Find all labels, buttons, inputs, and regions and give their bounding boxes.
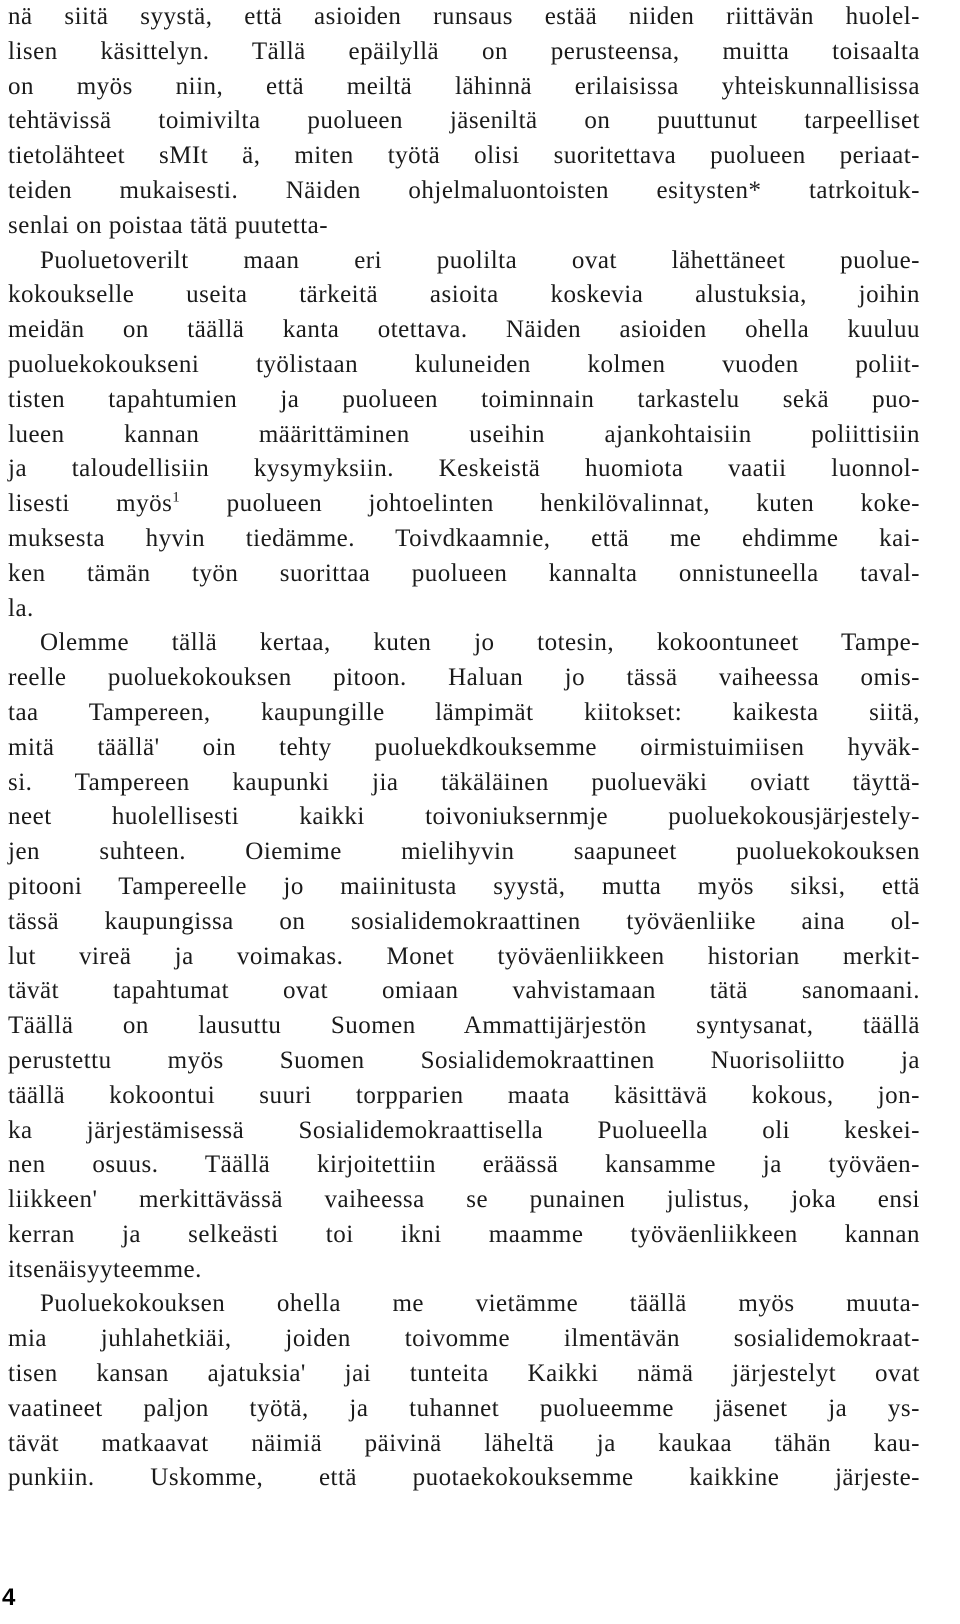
text-line: mia juhlahetkiäi, joiden toivomme ilmentävän sosialidemokraat- bbox=[8, 1325, 920, 1353]
text-line: on myös niin, että meiltä lähinnä erilaisissa yhteiskunnallisissa bbox=[8, 72, 920, 100]
text-line: ken tämän työn suorittaa puolueen kannalta onnistuneella taval- bbox=[8, 559, 920, 587]
text-line: reelle puoluekokouksen pitoon. Haluan jo tässä vaiheessa omis- bbox=[8, 664, 920, 692]
text-line: mitä täällä' oin tehty puoluekdkouksemme oirmistuimiisen hyväk- bbox=[8, 733, 920, 761]
text-fragment: puolueen johtoelinten henkilövalinnat, kuten koke- bbox=[226, 490, 920, 518]
text-line: jen suhteen. Oiemime mielihyvin saapuneet puoluekokouksen bbox=[8, 838, 920, 866]
text-line: pitooni Tampereelle jo maiinitusta syystä, mutta myös siksi, että bbox=[8, 872, 920, 900]
text-line: ka järjestämisessä Sosialidemokraattisella Puolueella oli keskei- bbox=[8, 1116, 920, 1144]
text-line: lisen käsittelyn. Tällä epäilyllä on perusteensa, muitta toisaalta bbox=[8, 37, 920, 65]
text-line: täällä kokoontui suuri torpparien maata käsittävä kokous, jon- bbox=[8, 1081, 920, 1109]
text-line: neet huolellisesti kaikki toivoniuksernmje puoluekokousjärjestely- bbox=[8, 803, 920, 831]
text-line-with-footnote bbox=[8, 487, 920, 522]
text-line: lueen kannan määrittäminen useihin ajankohtaisiin poliittisiin bbox=[8, 420, 920, 448]
text-line: tehtävissä toimivilta puolueen jäseniltä on puuttunut tarpeelliset bbox=[8, 107, 920, 135]
body-text bbox=[8, 0, 920, 1496]
text-line: meidän on täällä kanta otettava. Näiden asioiden ohella kuuluu bbox=[8, 316, 920, 344]
text-line: Puoluekokouksen ohella me vietämme täällä myös muuta- bbox=[40, 1290, 920, 1318]
text-line: tisen kansan ajatuksia' jai tunteita Kaikki nämä järjestelyt ovat bbox=[8, 1360, 920, 1388]
text-line: taa Tampereen, kaupungille lämpimät kiitokset: kaikesta siitä, bbox=[8, 698, 920, 726]
text-line: puoluekokoukseni työlistaan kuluneiden kolmen vuoden poliit- bbox=[8, 350, 920, 378]
text-line: la. bbox=[8, 594, 34, 622]
text-line: punkiin. Uskomme, että puotaekokouksemme kaikkine järjeste- bbox=[8, 1464, 920, 1492]
text-line: teiden mukaisesti. Näiden ohjelmaluontoisten esitysten* tatrkoituk- bbox=[8, 176, 920, 204]
text-line: Olemme tällä kertaa, kuten jo totesin, kokoontuneet Tampe- bbox=[40, 629, 920, 657]
text-line: nä siitä syystä, että asioiden runsaus estää niiden riittävän huolel- bbox=[8, 3, 920, 30]
text-line: kerran ja selkeästi toi ikni maamme työväenliikkeen kannan bbox=[8, 1220, 920, 1248]
text-fragment: lisesti myös bbox=[8, 490, 173, 518]
text-line: senlai on poistaa tätä puutetta- bbox=[8, 211, 329, 239]
text-line: kokoukselle useita tärkeitä asioita koskevia alustuksia, joihin bbox=[8, 281, 920, 309]
text-line: itsenäisyyteemme. bbox=[8, 1255, 202, 1283]
text-line: ja taloudellisiin kysymyksiin. Keskeistä huomiota vaatii luonnol- bbox=[8, 455, 920, 483]
text-line: perustettu myös Suomen Sosialidemokraattinen Nuorisoliitto ja bbox=[8, 1046, 920, 1074]
page-number: 4 bbox=[2, 1584, 16, 1611]
text-line: tisten tapahtumien ja puolueen toiminnain tarkastelu sekä puo- bbox=[8, 385, 920, 413]
text-line: tävät tapahtumat ovat omiaan vahvistamaan tätä sanomaani. bbox=[8, 977, 920, 1005]
text-line: Täällä on lausuttu Suomen Ammattijärjestön syntysanat, täällä bbox=[8, 1012, 920, 1040]
text-line: si. Tampereen kaupunki jia täkäläinen puolueväki oviatt täyttä- bbox=[8, 768, 920, 796]
text-line: Puoluetoverilt maan eri puolilta ovat lähettäneet puolue- bbox=[40, 246, 920, 274]
text-line: tävät matkaavat näimiä päivinä läheltä ja kaukaa tähän kau- bbox=[8, 1429, 920, 1457]
text-line: liikkeen' merkittävässä vaiheessa se punainen julistus, joka ensi bbox=[8, 1186, 920, 1214]
text-line: lut vireä ja voimakas. Monet työväenliikkeen historian merkit- bbox=[8, 942, 920, 970]
text-line: vaatineet paljon työtä, ja tuhannet puolueemme jäsenet ja ys- bbox=[8, 1394, 920, 1422]
text-line: tässä kaupungissa on sosialidemokraattinen työväenliike aina ol- bbox=[8, 907, 920, 935]
footnote-marker: 1 bbox=[172, 489, 181, 506]
text-line: muksesta hyvin tiedämme. Toivdkaamnie, että me ehdimme kai- bbox=[8, 524, 920, 552]
text-line: tietolähteet sMIt ä, miten työtä olisi suoritettava puolueen periaat- bbox=[8, 142, 920, 170]
text-line: nen osuus. Täällä kirjoitettiin eräässä kansamme ja työväen- bbox=[8, 1151, 920, 1179]
